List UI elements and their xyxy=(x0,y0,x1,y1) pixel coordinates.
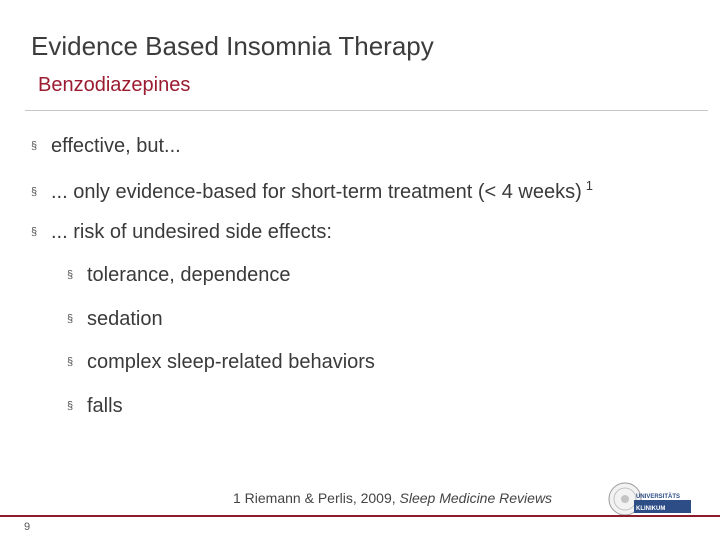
bullet-item xyxy=(31,178,593,204)
bullet-text: effective, but... xyxy=(51,135,181,157)
footnote-journal: Sleep Medicine Reviews xyxy=(399,490,553,506)
bullet-text: ... risk of undesired side effects: xyxy=(51,221,332,243)
bullet-marker-icon: § xyxy=(67,400,74,412)
sub-bullet-item xyxy=(67,395,123,418)
bullet-item xyxy=(31,221,332,244)
bullet-marker-icon: § xyxy=(31,186,38,198)
sub-bullet-item xyxy=(67,308,163,331)
sub-bullet-text: sedation xyxy=(87,308,163,330)
sub-bullet-item xyxy=(67,264,291,287)
bullet-item xyxy=(31,135,181,158)
bullet-marker-icon: § xyxy=(67,313,74,325)
sub-bullet-text: tolerance, dependence xyxy=(87,264,291,286)
bullet-marker-icon: § xyxy=(31,140,38,152)
sub-bullet-item xyxy=(67,351,375,374)
title-divider xyxy=(25,110,708,111)
slide-subtitle: Benzodiazepines xyxy=(38,74,191,96)
footnote-reference-text: 1 Riemann & Perlis, 2009, xyxy=(233,490,396,506)
page-number: 9 xyxy=(24,521,31,533)
sub-bullet-text: complex sleep-related behaviors xyxy=(87,351,375,373)
footnote-reference: 1 xyxy=(585,178,594,193)
bullet-marker-icon: § xyxy=(67,356,74,368)
logo-text: KLINIKUM xyxy=(636,506,666,512)
logo-text: UNIVERSITÄTS xyxy=(636,494,681,500)
bullet-marker-icon: § xyxy=(31,226,38,238)
university-seal-icon xyxy=(607,480,693,518)
bullet-marker-icon: § xyxy=(67,269,74,281)
footnote xyxy=(233,490,552,506)
bullet-text: ... only evidence-based for short-term treatment (< 4 weeks) xyxy=(51,181,582,203)
slide-title: Evidence Based Insomnia Therapy xyxy=(31,31,434,61)
university-logo xyxy=(607,480,693,518)
sub-bullet-text: falls xyxy=(87,395,123,417)
footer-divider xyxy=(0,515,720,517)
